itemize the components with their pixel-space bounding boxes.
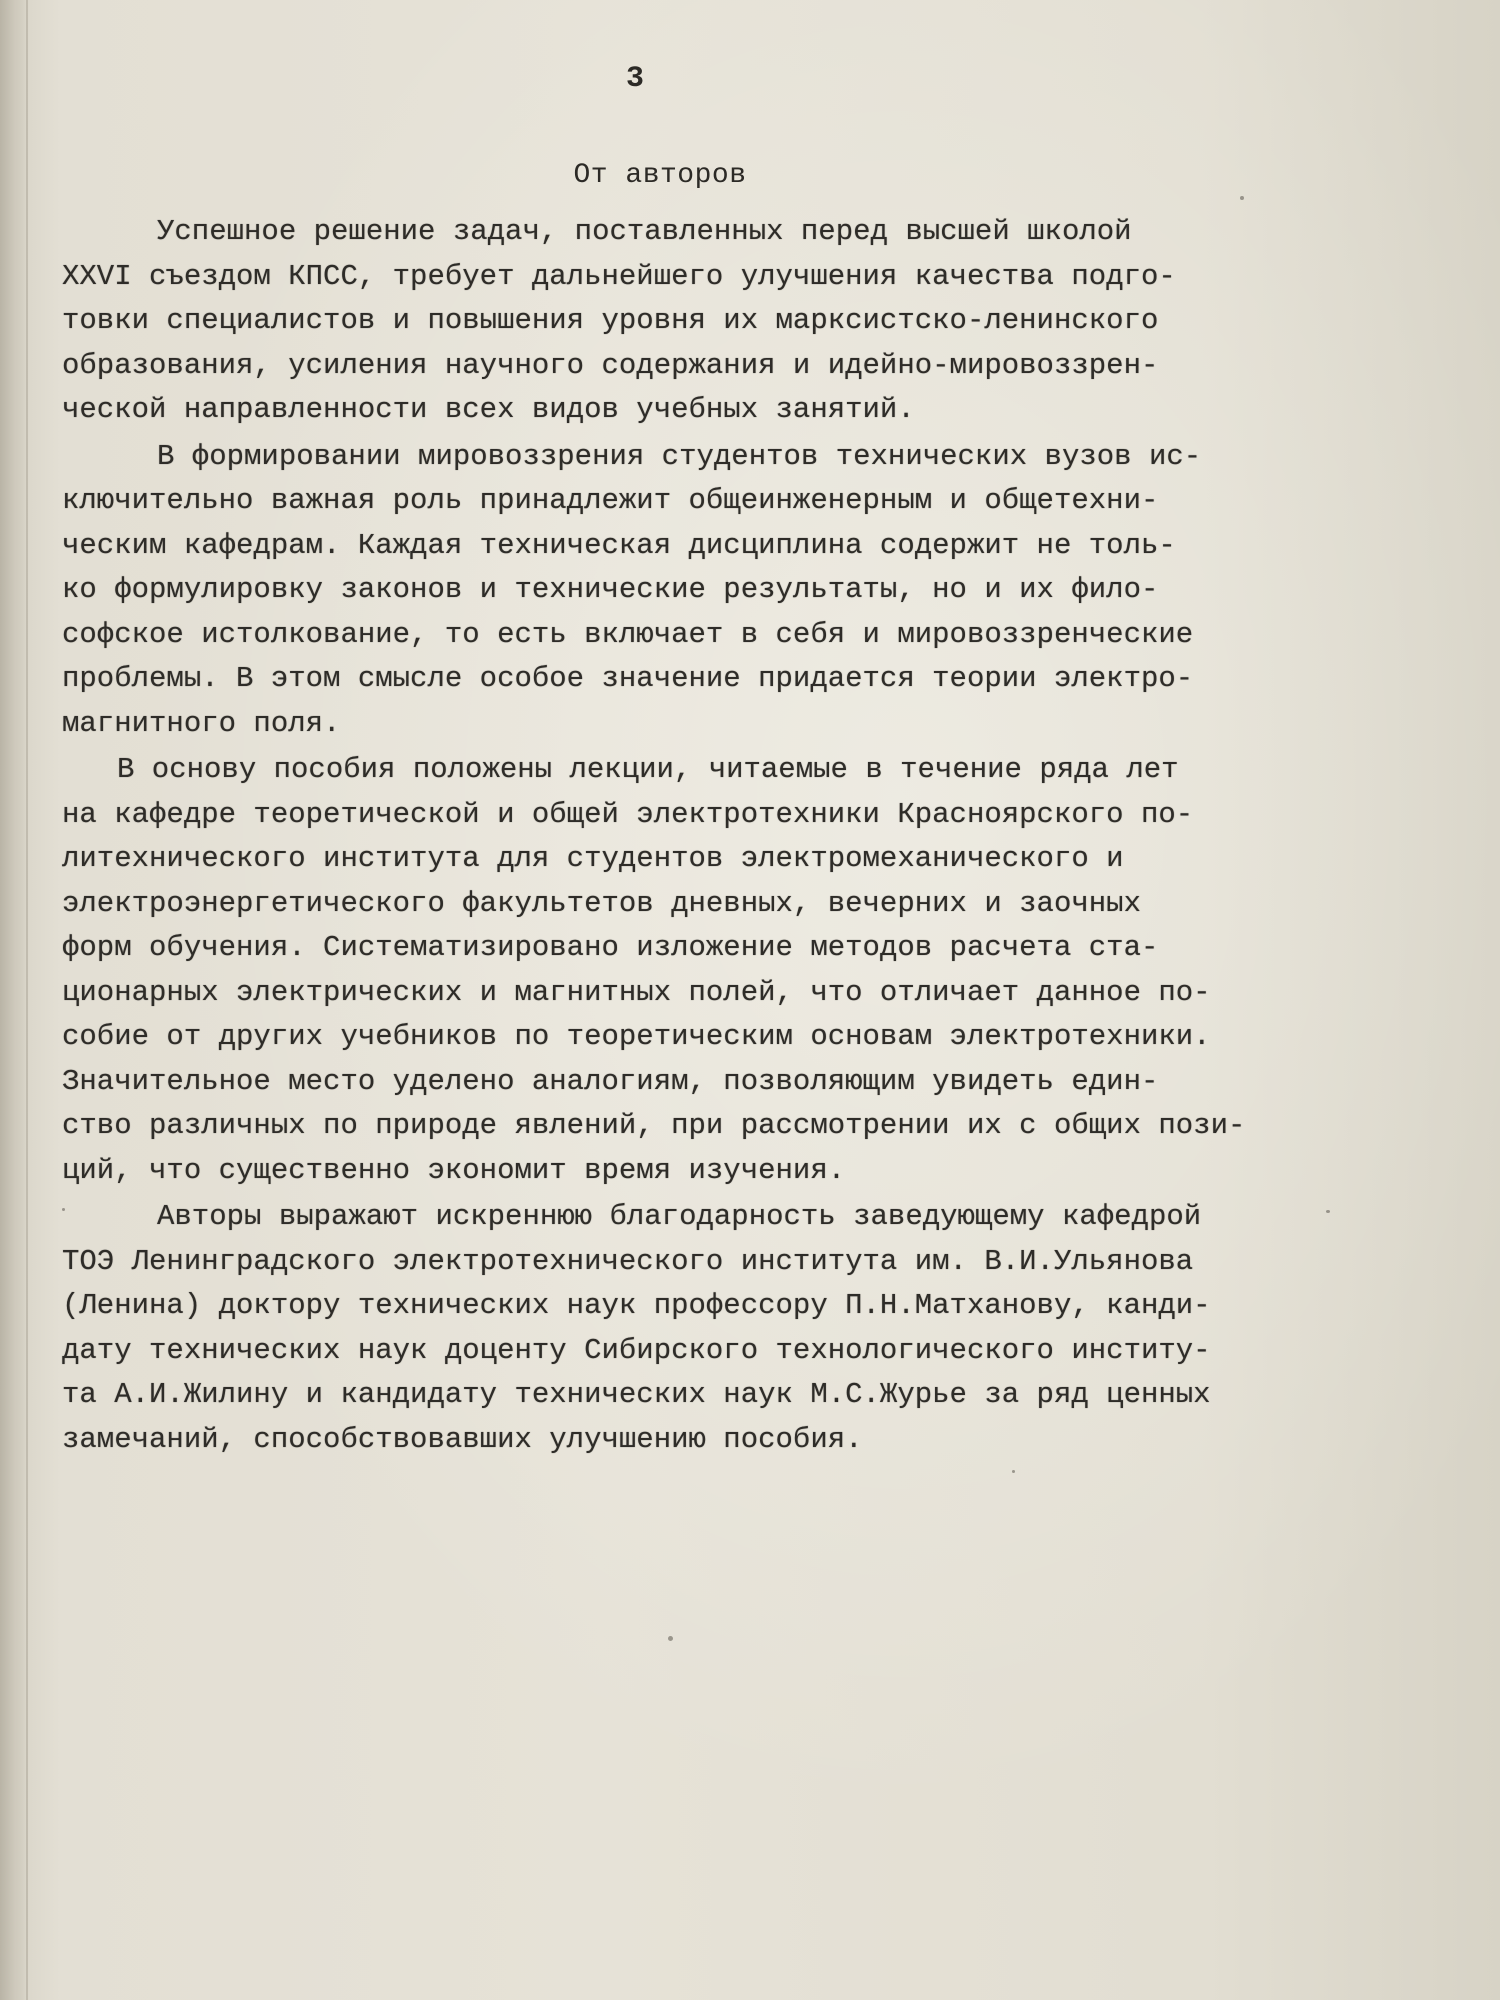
section-heading: От авторов	[573, 160, 747, 191]
paragraph-3	[62, 748, 1342, 1193]
text-line: Значительное место уделено аналогиям, позволяющим увидеть един-	[62, 1064, 1159, 1098]
text-line: ство различных по природе явлений, при рассмотрении их с общих пози-	[62, 1109, 1246, 1142]
text-line: Успешное решение задач, поставленных перед высшей школой	[157, 215, 1132, 248]
text-line: образования, усиления научного содержания и идейно-мировоззрен-	[62, 348, 1159, 382]
text-line: ций, что существенно экономит время изучения.	[62, 1153, 846, 1187]
text-line: ТОЭ Ленинградского электротехнического института им. В.И.Ульянова	[62, 1244, 1194, 1278]
paragraph-4	[62, 1195, 1342, 1462]
text-line: XXVI съездом КПСС, требует дальнейшего улучшения качества подго-	[62, 259, 1176, 293]
paper-speck	[1240, 196, 1244, 200]
paper-speck	[1012, 1470, 1015, 1473]
text-line: ключительно важная роль принадлежит общеинженерным и общетехни-	[62, 484, 1159, 517]
text-line: электроэнергетического факультетов дневных, вечерних и заочных	[62, 886, 1141, 920]
text-line: форм обучения. Систематизировано изложение методов расчета ста-	[62, 931, 1159, 964]
text-line: дату технических наук доценту Сибирского технологического институ-	[62, 1333, 1211, 1367]
text-line: ционарных электрических и магнитных полей, что отличает данное по-	[62, 975, 1211, 1009]
text-line: Авторы выражают искреннюю благодарность заведующему кафедрой	[157, 1200, 1202, 1233]
text-line: софское истолкование, то есть включает в себя и мировоззренческие	[62, 617, 1194, 651]
paragraph-1	[62, 210, 1342, 433]
paper-speck	[62, 1208, 65, 1211]
page-number: 3	[625, 62, 644, 96]
text-line: В формировании мировоззрения студентов технических вузов ис-	[157, 439, 1202, 473]
text-line: В основу пособия положены лекции, читаемые в течение ряда лет	[117, 753, 1179, 786]
text-line: на кафедре теоретической и общей электротехники Красноярского по-	[62, 797, 1194, 831]
paper-speck	[668, 1636, 673, 1641]
text-line: та А.И.Жилину и кандидату технических наук М.С.Журье за ряд ценных	[62, 1378, 1211, 1411]
text-line: замечаний, способствовавших улучшению пособия.	[62, 1422, 863, 1456]
body-text	[62, 210, 1342, 1462]
text-line: собие от других учебников по теоретическим основам электротехники.	[62, 1020, 1211, 1053]
text-line: (Ленина) доктору технических наук профессору П.Н.Матханову, канди-	[62, 1289, 1211, 1322]
paragraph-2	[62, 435, 1342, 747]
text-line: ко формулировку законов и технические результаты, но и их фило-	[62, 573, 1159, 606]
text-line: ческим кафедрам. Каждая техническая дисциплина содержит не толь-	[62, 528, 1176, 562]
text-line: ческой направленности всех видов учебных занятий.	[62, 393, 915, 426]
text-line: товки специалистов и повышения уровня их марксистско-ленинского	[62, 304, 1159, 337]
text-line: литехнического института для студентов электромеханического и	[62, 842, 1124, 875]
paper-speck	[1326, 1210, 1330, 1213]
text-line: магнитного поля.	[62, 706, 341, 740]
text-line: проблемы. В этом смысле особое значение придается теории электро-	[62, 662, 1194, 695]
